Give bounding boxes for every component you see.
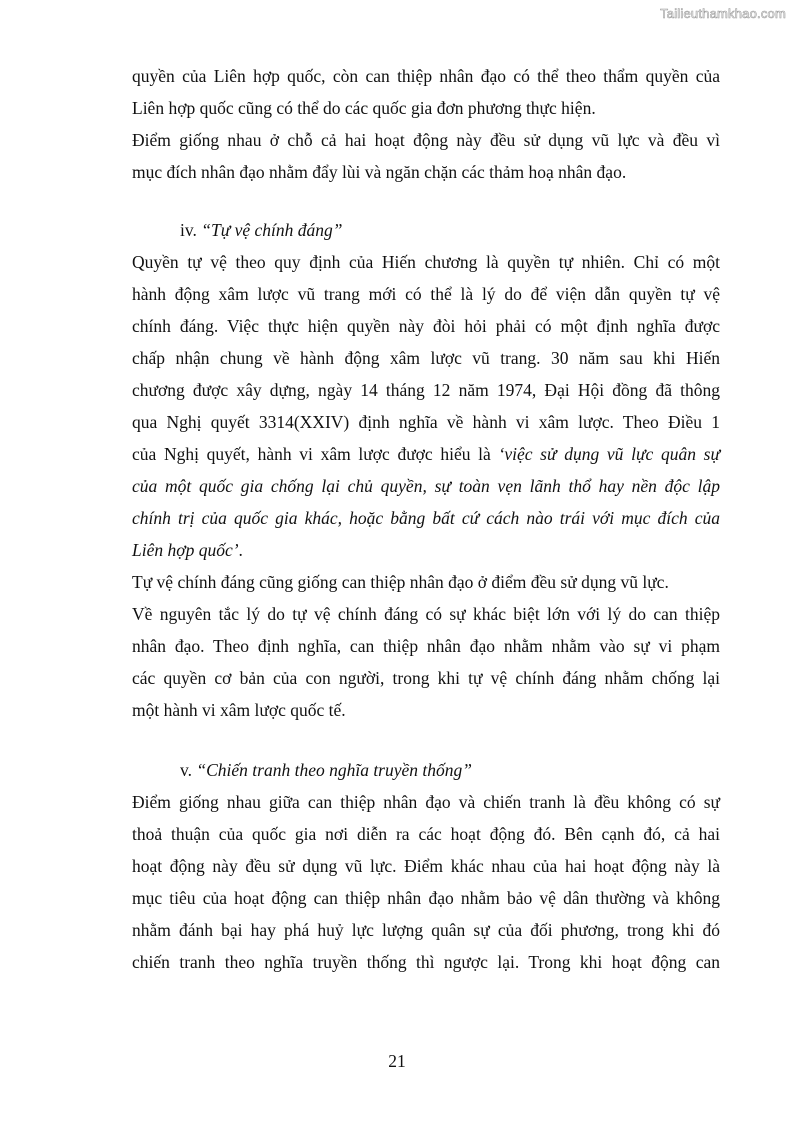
- text-line: Quyền tự vệ theo quy định của Hiến chương là quyền tự nhiên. Chỉ có một: [132, 252, 720, 272]
- text-line: mục đích nhân đạo nhằm đẩy lùi và ngăn chặn các thảm hoạ nhân đạo.: [132, 162, 627, 182]
- section-number: v.: [180, 760, 192, 780]
- text-line: Điểm giống nhau ở chỗ cả hai hoạt động này đều sử dụng vũ lực và đều vì: [132, 130, 720, 150]
- section-heading-iv: [132, 214, 720, 246]
- text-run: của Nghị quyết, hành vi xâm lược được hiểu là: [132, 444, 499, 464]
- paragraph-self-defense-difference: [132, 598, 720, 726]
- section-title: “Tự vệ chính đáng”: [201, 220, 343, 240]
- text-line: Liên hợp quốc cũng có thể do các quốc gia đơn phương thực hiện.: [132, 98, 596, 118]
- text-line: chấp nhận chung về hành động xâm lược vũ trang. 30 năm sau khi Hiến: [132, 348, 720, 368]
- text-line: nhân đạo. Theo định nghĩa, can thiệp nhân đạo nhằm nhằm vào sự vi phạm: [132, 636, 720, 656]
- quote-line: chính trị của quốc gia khác, hoặc bằng bất cứ cách nào trái với mục đích của: [132, 508, 720, 528]
- page-number: 21: [388, 1051, 406, 1071]
- text-line: quyền của Liên hợp quốc, còn can thiệp nhân đạo có thể theo thẩm quyền của: [132, 66, 720, 86]
- quote-text: Liên hợp quốc’: [132, 540, 239, 560]
- paragraph-self-defense-similarity: [132, 566, 720, 598]
- text-line: chương được xây dựng, ngày 14 tháng 12 năm 1974, Đại Hội đồng đã thông: [132, 380, 720, 400]
- quote-text: ‘việc sử dụng vũ lực quân sự: [498, 444, 720, 464]
- paragraph-self-defense: [132, 246, 720, 566]
- spacer: [132, 726, 720, 754]
- text-run: .: [238, 540, 243, 560]
- paragraph-similarity: [132, 124, 720, 188]
- section-heading-v: [132, 754, 720, 786]
- text-line: mục tiêu của hoạt động can thiệp nhân đạo nhằm bảo vệ dân thường và không: [132, 888, 720, 908]
- paragraph-un-authority: [132, 60, 720, 124]
- text-line: các quyền cơ bản của con người, trong khi tự vệ chính đáng nhằm chống lại: [132, 668, 720, 688]
- text-line: một hành vi xâm lược quốc tế.: [132, 700, 346, 720]
- text-line: qua Nghị quyết 3314(XXIV) định nghĩa về hành vi xâm lược. Theo Điều 1: [132, 412, 720, 432]
- text-line: hoạt động này đều sử dụng vũ lực. Điểm khác nhau của hai hoạt động này là: [132, 856, 720, 876]
- text-line: thoả thuận của quốc gia nơi diễn ra các hoạt động đó. Bên cạnh đó, cả hai: [132, 824, 720, 844]
- text-line: Về nguyên tắc lý do tự vệ chính đáng có sự khác biệt lớn với lý do can thiệp: [132, 604, 720, 624]
- section-number: iv.: [180, 220, 197, 240]
- text-line: chiến tranh theo nghĩa truyền thống thì ngược lại. Trong khi hoạt động can: [132, 952, 720, 972]
- spacer: [132, 188, 720, 214]
- text-line: Tự vệ chính đáng cũng giống can thiệp nhân đạo ở điểm đều sử dụng vũ lực.: [132, 572, 669, 592]
- page-body: [132, 60, 720, 978]
- quote-line-last: [132, 534, 720, 566]
- paragraph-traditional-war: [132, 786, 720, 978]
- text-line: nhằm đánh bại hay phá huỷ lực lượng quân sự của đối phương, trong khi đó: [132, 920, 720, 940]
- section-title: “Chiến tranh theo nghĩa truyền thống”: [196, 760, 472, 780]
- text-line: [132, 438, 720, 470]
- text-line: Điểm giống nhau giữa can thiệp nhân đạo và chiến tranh là đều không có sự: [132, 792, 720, 812]
- text-line: hành động xâm lược vũ trang mới có thể là lý do để viện dẫn quyền tự vệ: [132, 284, 720, 304]
- watermark-text: Tailieuthamkhao.com: [660, 6, 786, 21]
- text-line: chính đáng. Việc thực hiện quyền này đòi hỏi phải có một định nghĩa được: [132, 316, 720, 336]
- quote-line: của một quốc gia chống lại chủ quyền, sự toàn vẹn lãnh thổ hay nền độc lập: [132, 476, 720, 496]
